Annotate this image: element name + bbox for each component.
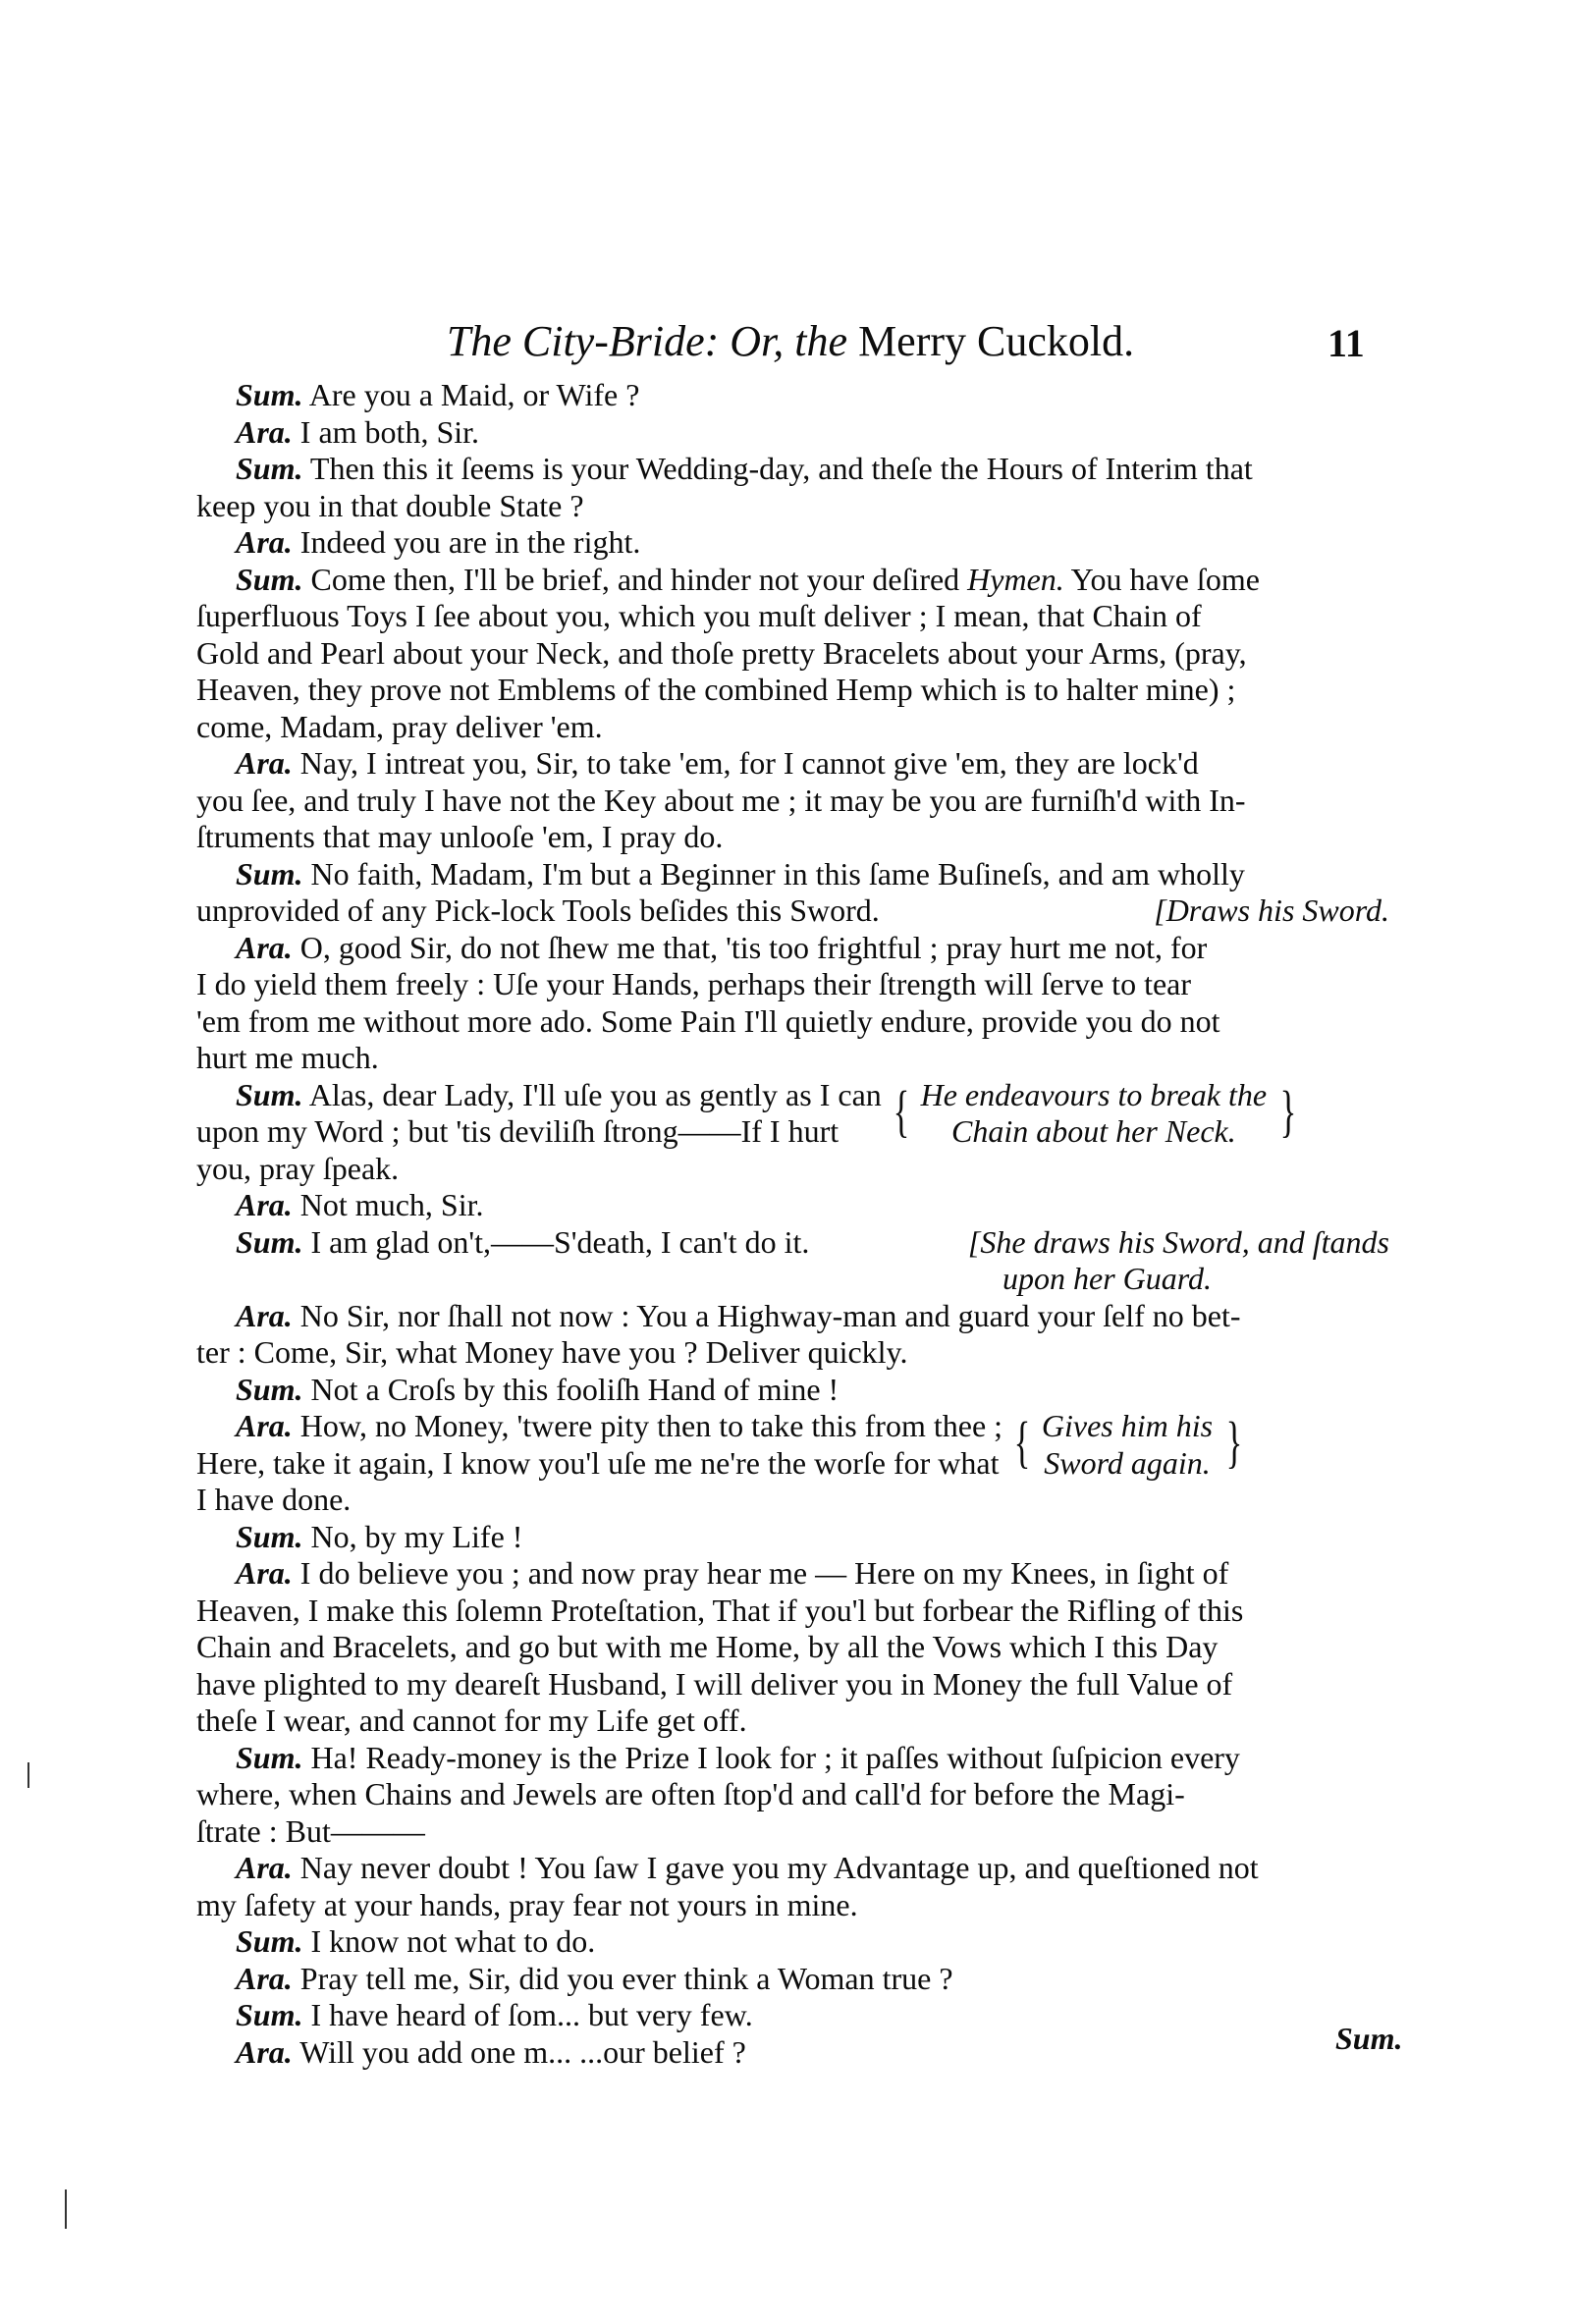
line-text: ſuperfluous Toys I ſee about you, which you muſt deliver ; I mean, that Chain of [196, 598, 1202, 633]
brace-close: } [1225, 1410, 1243, 1474]
line-text: No faith, Madam, I'm but a Beginner in this ſame Buſineſs, and am wholly [310, 855, 1245, 892]
speaker-label: Ara. [236, 1408, 293, 1443]
text-line [196, 1224, 1389, 1262]
split-left-1 [196, 1077, 882, 1151]
text-line [196, 598, 1389, 635]
line-text: Chain and Bracelets, and go but with me Home, by all the Vows which I this Day [196, 1629, 1219, 1664]
speaker-label: Ara. [236, 929, 293, 965]
stage-direction: [She draws his Sword, and ſtands [967, 1223, 1389, 1260]
text-line [196, 2034, 1389, 2072]
line-text: have plighted to my deareſt Husband, I will deliver you in Money the full Value of [196, 1665, 1233, 1702]
text-line [196, 524, 1389, 562]
line-text: ſtrate : But——— [196, 1812, 425, 1849]
text-line [196, 1482, 1389, 1519]
line-text: I have heard of ſom... but very few. [310, 1997, 753, 2032]
text-line [196, 1923, 1389, 1961]
line-text: Heaven, they prove not Emblems of the combined Hemp which is to halter mine) ; [196, 672, 1236, 707]
dialogue-block-3 [196, 1482, 1389, 2071]
stage-direction [921, 1077, 1267, 1151]
split-left-2 [196, 1408, 1002, 1482]
split-line: How, no Money, 'twere pity then to take this from thee ; [299, 1408, 1003, 1443]
text-line [196, 745, 1389, 783]
text-line [196, 1776, 1389, 1813]
line-text: where, when Chains and Jewels are often ſtop'd and call'd for before the Magi- [196, 1776, 1185, 1811]
line-text: ſtruments that may unlooſe 'em, I pray do. [196, 819, 724, 854]
line-text: 'em from me without more ado. Some Pain I'll quietly endure, provide you do not [196, 1002, 1220, 1039]
line-text: Ha! Ready-money is the Prize I look for ; it paſſes without ſuſpicion every [310, 1739, 1240, 1775]
text-line [196, 1666, 1389, 1703]
header-title-a: The City-Bride: [446, 317, 720, 365]
line-text: Pray tell me, Sir, did you ever think a Woman true ? [299, 1960, 953, 1996]
line-text: keep you in that double State ? [196, 487, 584, 523]
speaker-label: Sum. [236, 1997, 303, 2032]
dialogue-text [196, 377, 1389, 2071]
text-line [196, 1261, 1389, 1298]
line-text: come, Madam, pray deliver 'em. [196, 708, 603, 744]
text-line [196, 1702, 1389, 1740]
text-line [196, 1334, 1389, 1372]
text-line [196, 1850, 1389, 1887]
text-line [196, 709, 1389, 746]
line-text: I have done. [196, 1482, 352, 1517]
text-line [196, 377, 1389, 414]
speaker-label: Ara. [236, 2033, 293, 2070]
page-number: 11 [1327, 321, 1365, 365]
line-text: Nay, I intreat you, Sir, to take 'em, for I cannot give 'em, they are lock'd [299, 745, 1199, 781]
header-title-the: the [794, 317, 848, 365]
text-line [196, 1003, 1389, 1041]
speaker-label: Ara. [236, 1187, 293, 1222]
text-line [196, 1887, 1389, 1924]
line-text: Come then, I'll be brief, and hinder not your deſired [310, 561, 960, 597]
split-line: upon my Word ; but 'tis deviliſh ſtrong——If I hurt [196, 1113, 840, 1149]
text-line [196, 1813, 1389, 1851]
dialogue-block-1 [196, 377, 1389, 1077]
text-line [196, 488, 1389, 525]
text-line [196, 1961, 1389, 1998]
line-text: I am glad on't,——S'death, I can't do it. [310, 1223, 810, 1260]
line-text: you ſee, and truly I have not the Key about me ; it may be you are furniſh'd with In- [196, 782, 1246, 818]
text-line [196, 672, 1389, 709]
text-line [196, 819, 1389, 856]
line-text: hurt me much. [196, 1040, 379, 1075]
speaker-label: Sum. [236, 1371, 303, 1407]
stage-direction-line: Gives him his [1041, 1408, 1214, 1443]
margin-mark [27, 1762, 29, 1788]
speaker-label: Sum. [236, 1076, 303, 1112]
header-title-b: Merry Cuckold. [858, 317, 1135, 365]
line-text: Heaven, I make this ſolemn Proteſtation, That if you'l but forbear the Rifling of this [196, 1592, 1244, 1628]
speaker-label: Sum. [236, 377, 303, 412]
margin-mark [65, 2189, 67, 2229]
split-line: Here, take it again, I know you'l uſe me ne're the worſe for what [196, 1444, 1000, 1481]
line-text: Will you add one m... ...our belief ? [299, 2033, 746, 2070]
text-line [196, 1151, 1389, 1188]
brace-open: { [893, 1078, 910, 1143]
stage-direction [1042, 1408, 1213, 1482]
speaker-label: Ara. [236, 1960, 293, 1996]
speaker-label: Sum. [236, 451, 303, 486]
text-line [196, 562, 1389, 599]
text-line [196, 1298, 1389, 1335]
speaker-label: Sum. [236, 1223, 303, 1260]
stage-direction-line: He endeavours to break the [920, 1076, 1268, 1112]
stage-direction-line: Sword again. [1044, 1444, 1211, 1481]
speaker-label: Sum. [236, 1923, 303, 1959]
dialogue-block-2 [196, 1151, 1389, 1409]
header-title-or: Or, [730, 317, 785, 365]
text-line [196, 1187, 1389, 1224]
line-text: I know not what to do. [310, 1923, 596, 1959]
text-line [196, 414, 1389, 452]
speaker-label: Sum. [236, 1739, 303, 1775]
line-text: Then this it ſeems is your Wedding-day, and theſe the Hours of Interim that [309, 451, 1253, 486]
speaker-label: Ara. [236, 1297, 293, 1333]
line-text: No, by my Life ! [310, 1518, 523, 1554]
italic-word: Hymen. [967, 561, 1064, 597]
line-text: Are you a Maid, or Wife ? [308, 377, 640, 412]
line-text: I do yield them freely : Uſe your Hands, perhaps their ſtrength will ſerve to tear [196, 966, 1192, 1001]
split-stage-direction-2 [196, 1408, 1389, 1482]
line-text: Not a Croſs by this fooliſh Hand of mine ! [310, 1371, 840, 1407]
line-text: Nay never doubt ! You ſaw I gave you my Advantage up, and queſtioned not [299, 1850, 1259, 1885]
line-text: I am both, Sir. [299, 413, 480, 450]
line-text: ter : Come, Sir, what Money have you ? Deliver quickly. [196, 1334, 908, 1370]
text-line [196, 451, 1389, 488]
line-text: Indeed you are in the right. [299, 524, 641, 560]
speaker-label: Sum. [236, 1518, 303, 1554]
line-text: Not much, Sir. [299, 1187, 484, 1222]
text-line [196, 1593, 1389, 1630]
line-text: No Sir, nor ſhall not now : You a Highway-man and guard your ſelf no bet- [299, 1297, 1241, 1333]
brace-close: } [1279, 1078, 1297, 1143]
brace-open: { [1013, 1410, 1031, 1474]
text-line [196, 1040, 1389, 1077]
line-text: I do believe you ; and now pray hear me — Here on my Knees, in ſight of [299, 1555, 1229, 1591]
text-line [196, 635, 1389, 673]
stage-direction-line: Chain about her Neck. [950, 1113, 1236, 1149]
text-line [196, 783, 1389, 820]
line-text: you, pray ſpeak. [196, 1150, 400, 1186]
line-text: theſe I wear, and cannot for my Life get off. [196, 1702, 747, 1738]
text-line [196, 966, 1389, 1003]
speaker-label: Ara. [236, 745, 293, 781]
text-line [196, 1519, 1389, 1556]
split-stage-direction-1 [196, 1077, 1389, 1151]
text-line [196, 1372, 1389, 1409]
text-line [196, 856, 1389, 893]
speaker-label: Ara. [236, 1850, 293, 1885]
line-text: Gold and Pearl about your Neck, and thoſe pretty Bracelets about your Arms, (pray, [196, 634, 1247, 671]
speaker-label: Ara. [236, 413, 293, 450]
stage-direction: [Draws his Sword. [1154, 892, 1389, 928]
line-text: unprovided of any Pick-lock Tools beſides this Sword. [196, 892, 880, 928]
text-line [196, 1555, 1389, 1593]
line-text: You have ſome [1070, 561, 1260, 597]
catchword: Sum. [1335, 2021, 1403, 2056]
text-line [196, 1740, 1389, 1777]
text-line [196, 892, 1389, 930]
speaker-label: Ara. [236, 524, 293, 560]
text-line [196, 930, 1389, 967]
line-text: O, good Sir, do not ſhew me that, 'tis too frightful ; pray hurt me not, for [299, 929, 1208, 965]
speaker-label: Sum. [236, 561, 303, 597]
text-line [196, 1997, 1389, 2034]
line-text: my ſafety at your hands, pray fear not yours in mine. [196, 1886, 858, 1922]
text-line [196, 1629, 1389, 1666]
speaker-label: Ara. [236, 1555, 293, 1591]
speaker-label: Sum. [236, 855, 303, 892]
stage-direction: upon her Guard. [1002, 1261, 1213, 1296]
running-header [373, 316, 1208, 366]
split-line: Alas, dear Lady, I'll uſe you as gently as I can [308, 1076, 882, 1112]
